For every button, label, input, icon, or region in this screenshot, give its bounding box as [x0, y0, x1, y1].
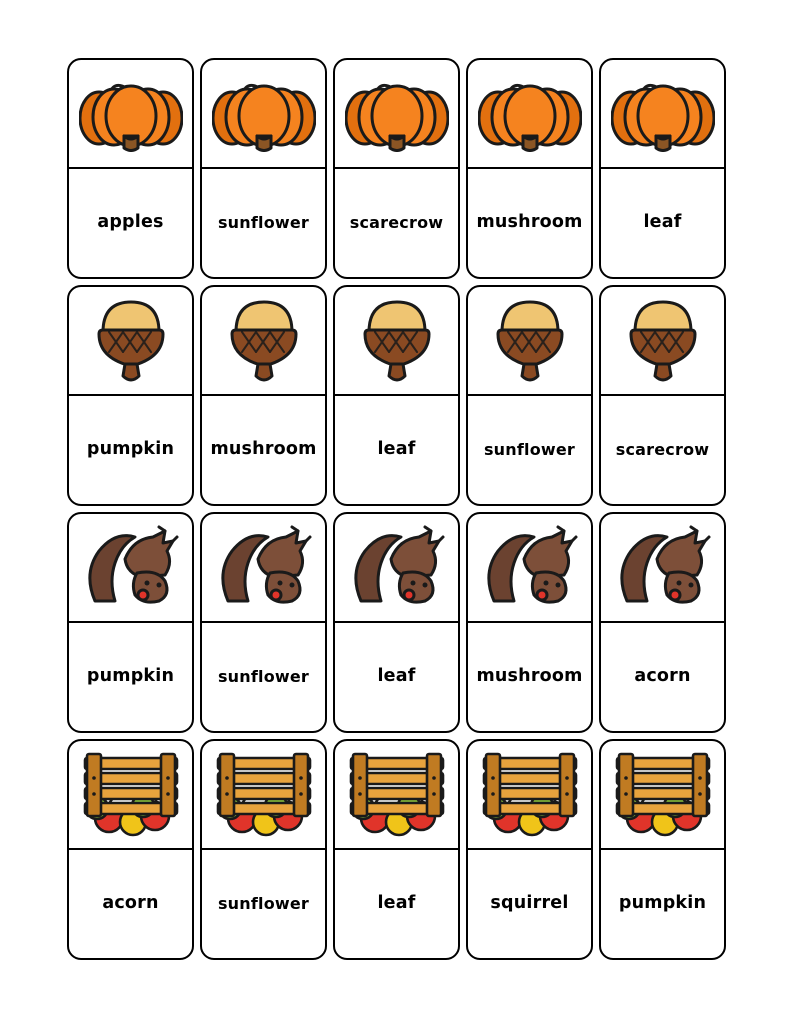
picture-word-card[interactable]	[463, 282, 596, 509]
card-word-area	[601, 850, 724, 959]
card-body	[333, 58, 460, 279]
card-word-label: leaf	[377, 666, 416, 686]
squirrel-icon	[480, 525, 580, 609]
card-word-area	[69, 396, 192, 505]
acorn-icon	[492, 294, 568, 386]
apple-basket-icon	[75, 750, 187, 838]
card-body	[333, 285, 460, 506]
card-word-area	[335, 169, 458, 278]
card-word-area	[69, 623, 192, 732]
card-word-label: mushroom	[476, 666, 583, 686]
acorn-icon	[625, 294, 701, 386]
apple-basket-icon	[341, 750, 453, 838]
picture-word-card[interactable]	[197, 736, 330, 963]
card-word-area	[202, 396, 325, 505]
card-body	[466, 285, 593, 506]
card-word-label: sunflower	[217, 666, 310, 686]
card-picture	[468, 60, 591, 169]
picture-word-card[interactable]	[596, 282, 729, 509]
picture-word-card[interactable]	[463, 55, 596, 282]
card-word-area	[202, 623, 325, 732]
picture-word-card[interactable]	[330, 509, 463, 736]
acorn-icon	[93, 294, 169, 386]
picture-word-card[interactable]	[197, 55, 330, 282]
card-picture	[601, 741, 724, 850]
card-word-label: pumpkin	[86, 439, 175, 459]
card-picture	[202, 287, 325, 396]
card-body	[333, 512, 460, 733]
picture-word-card[interactable]	[330, 736, 463, 963]
pumpkin-icon	[79, 74, 183, 152]
card-word-label: squirrel	[490, 893, 569, 913]
card-word-area	[335, 396, 458, 505]
picture-word-card[interactable]	[463, 509, 596, 736]
card-word-label: sunflower	[483, 439, 576, 459]
card-word-area	[69, 850, 192, 959]
card-grid	[64, 55, 730, 963]
card-body	[200, 512, 327, 733]
picture-word-card[interactable]	[463, 736, 596, 963]
card-word-label: sunflower	[217, 893, 310, 913]
card-word-label: mushroom	[210, 439, 317, 459]
card-body	[200, 58, 327, 279]
card-picture	[468, 741, 591, 850]
card-body	[200, 285, 327, 506]
picture-word-card[interactable]	[197, 282, 330, 509]
card-word-area	[335, 850, 458, 959]
card-word-area	[335, 623, 458, 732]
card-word-area	[601, 169, 724, 278]
card-body	[599, 512, 726, 733]
card-picture	[335, 514, 458, 623]
card-picture	[202, 514, 325, 623]
card-body	[599, 285, 726, 506]
squirrel-icon	[347, 525, 447, 609]
card-body	[466, 512, 593, 733]
picture-word-card[interactable]	[596, 509, 729, 736]
picture-word-card[interactable]	[64, 282, 197, 509]
card-picture	[69, 741, 192, 850]
card-picture	[335, 287, 458, 396]
card-picture	[202, 60, 325, 169]
card-picture	[601, 60, 724, 169]
card-word-label: pumpkin	[618, 893, 707, 913]
card-picture	[69, 514, 192, 623]
card-word-label: sunflower	[217, 212, 310, 232]
card-body	[599, 739, 726, 960]
picture-word-card[interactable]	[197, 509, 330, 736]
card-word-label: acorn	[634, 666, 691, 686]
card-word-area	[468, 623, 591, 732]
card-word-label: apples	[97, 212, 164, 232]
squirrel-icon	[214, 525, 314, 609]
card-word-area	[202, 850, 325, 959]
card-word-area	[202, 169, 325, 278]
card-word-label: pumpkin	[86, 666, 175, 686]
picture-word-card[interactable]	[64, 509, 197, 736]
card-word-label: leaf	[377, 439, 416, 459]
picture-word-card[interactable]	[596, 55, 729, 282]
picture-word-card[interactable]	[64, 736, 197, 963]
card-picture	[335, 741, 458, 850]
card-picture	[69, 287, 192, 396]
card-word-label: scarecrow	[615, 439, 710, 459]
card-word-area	[468, 169, 591, 278]
picture-word-card[interactable]	[330, 55, 463, 282]
picture-word-card[interactable]	[64, 55, 197, 282]
card-body	[466, 739, 593, 960]
card-word-area	[69, 169, 192, 278]
pumpkin-icon	[478, 74, 582, 152]
card-word-area	[468, 396, 591, 505]
card-body	[67, 512, 194, 733]
card-picture	[601, 514, 724, 623]
card-picture	[202, 741, 325, 850]
acorn-icon	[226, 294, 302, 386]
picture-word-card[interactable]	[330, 282, 463, 509]
card-picture	[601, 287, 724, 396]
card-body	[67, 58, 194, 279]
card-word-area	[601, 396, 724, 505]
card-word-area	[468, 850, 591, 959]
card-word-label: leaf	[643, 212, 682, 232]
card-body	[200, 739, 327, 960]
apple-basket-icon	[474, 750, 586, 838]
picture-word-card[interactable]	[596, 736, 729, 963]
squirrel-icon	[81, 525, 181, 609]
card-word-label: mushroom	[476, 212, 583, 232]
card-body	[67, 285, 194, 506]
card-word-area	[601, 623, 724, 732]
apple-basket-icon	[208, 750, 320, 838]
card-body	[333, 739, 460, 960]
card-picture	[468, 287, 591, 396]
pumpkin-icon	[611, 74, 715, 152]
pumpkin-icon	[345, 74, 449, 152]
pumpkin-icon	[212, 74, 316, 152]
card-body	[67, 739, 194, 960]
card-picture	[468, 514, 591, 623]
apple-basket-icon	[607, 750, 719, 838]
card-body	[466, 58, 593, 279]
card-word-label: leaf	[377, 893, 416, 913]
card-word-label: acorn	[102, 893, 159, 913]
squirrel-icon	[613, 525, 713, 609]
card-word-label: scarecrow	[349, 212, 444, 232]
acorn-icon	[359, 294, 435, 386]
card-picture	[69, 60, 192, 169]
card-body	[599, 58, 726, 279]
card-picture	[335, 60, 458, 169]
